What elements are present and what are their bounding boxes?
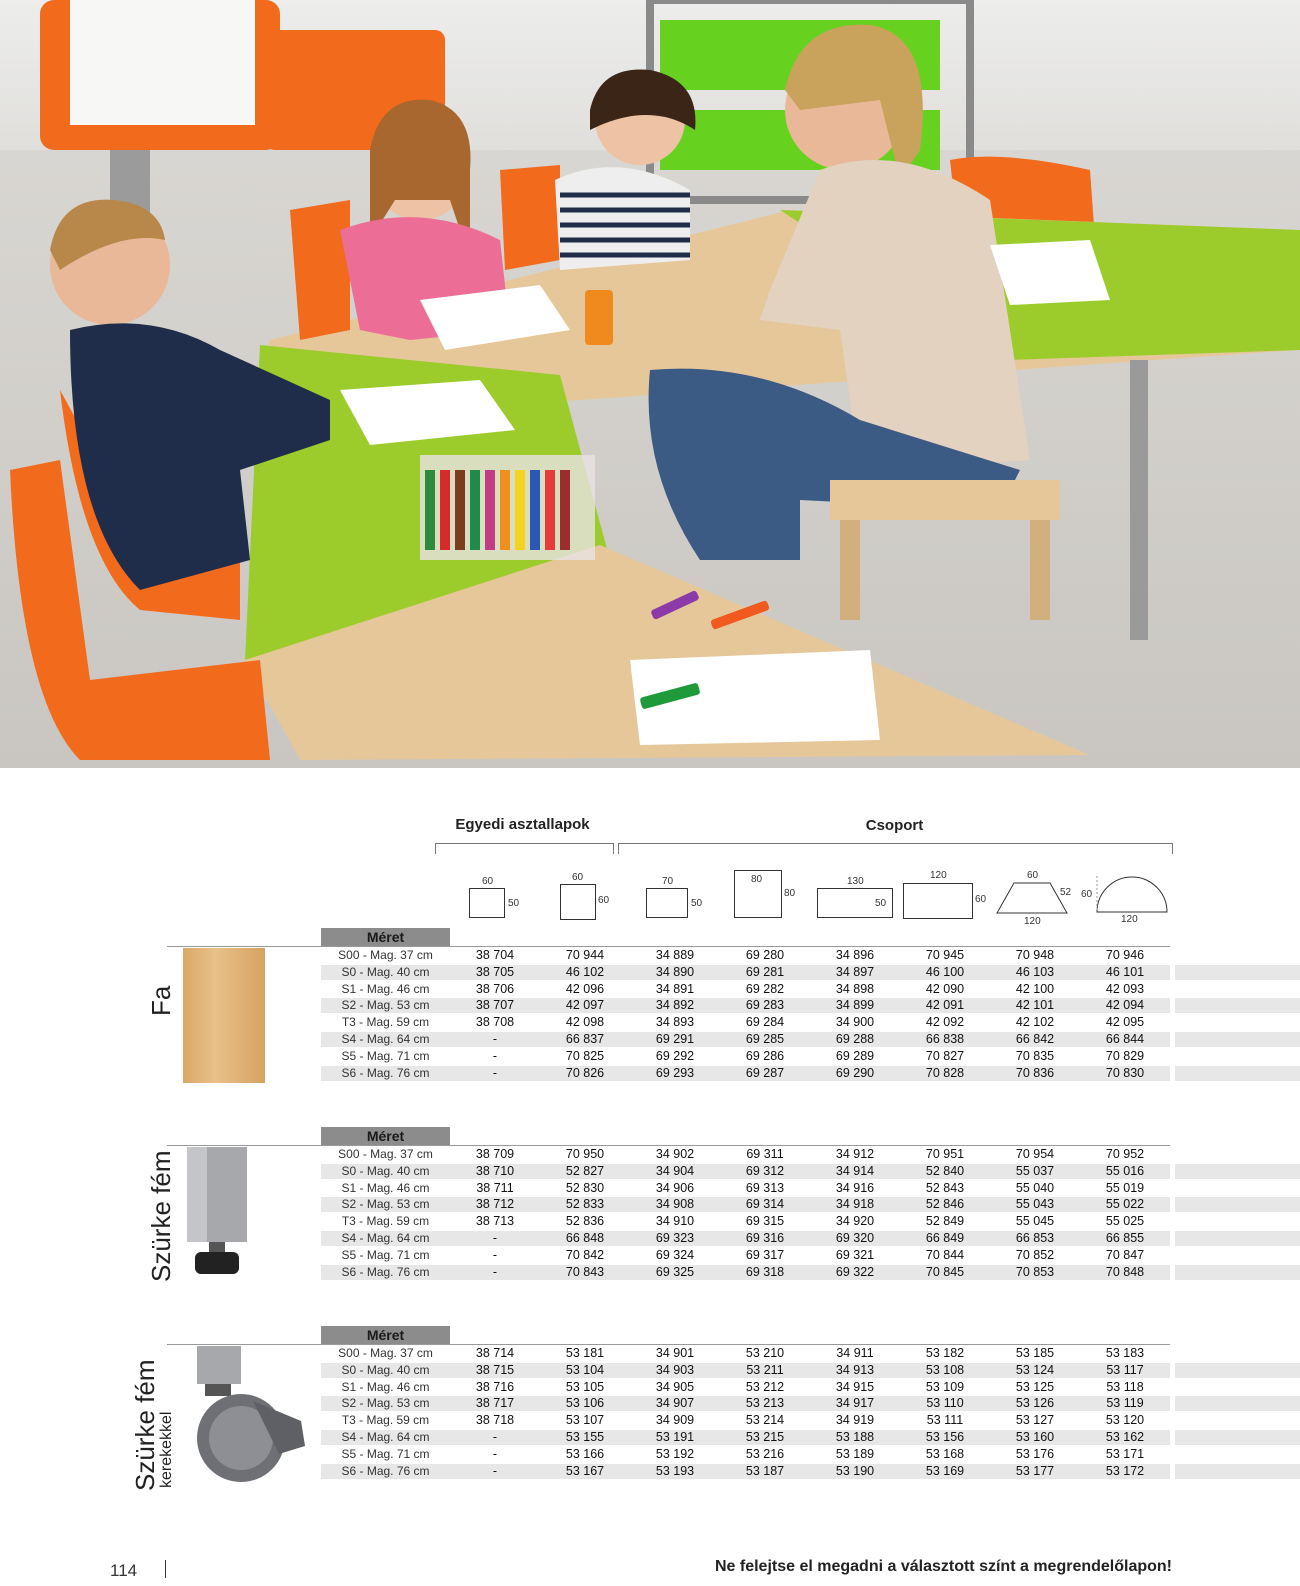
product-code: 69 313 [745, 1180, 785, 1195]
size-label: S00 - Mag. 37 cm [338, 1346, 433, 1360]
product-code: 66 842 [1015, 1032, 1055, 1046]
shape-dim: 50 [875, 898, 887, 909]
product-code: 42 092 [925, 1015, 965, 1030]
product-code: - [492, 1032, 498, 1046]
product-code: 69 282 [745, 981, 785, 996]
product-code: 70 844 [925, 1247, 965, 1262]
product-code: 46 101 [1105, 964, 1145, 979]
product-code: 34 913 [835, 1362, 875, 1377]
product-code: 70 945 [925, 948, 965, 962]
product-code: 34 896 [835, 948, 875, 962]
row-shade-extension [1175, 1066, 1300, 1081]
product-code: 70 825 [565, 1048, 605, 1063]
section-title: Szürke fém [130, 1359, 160, 1491]
table-row [321, 1213, 1170, 1229]
row-shade-extension [1175, 1396, 1300, 1411]
product-code: 69 285 [745, 1032, 785, 1046]
table-row [321, 1379, 1170, 1395]
product-code: 34 904 [655, 1163, 695, 1178]
shape-dim: 60 [1027, 870, 1039, 881]
size-label: S5 - Mag. 71 cm [341, 1446, 430, 1461]
product-code: - [492, 1463, 498, 1478]
table-row [321, 1395, 1170, 1411]
table-row [321, 1180, 1170, 1196]
product-code: 70 951 [925, 1147, 965, 1161]
product-code: 53 213 [745, 1396, 785, 1411]
shape-dim: 70 [662, 876, 674, 887]
product-code: 69 287 [745, 1065, 785, 1080]
product-code: 38 713 [475, 1214, 515, 1229]
product-code: 53 104 [565, 1362, 605, 1377]
product-code: 34 898 [835, 981, 875, 996]
product-code: 42 101 [1015, 998, 1055, 1013]
product-code: - [492, 1231, 498, 1245]
product-code: 53 155 [565, 1430, 605, 1444]
table-row [321, 1146, 1170, 1162]
shape-dim: 60 [482, 876, 494, 887]
product-code: 69 284 [745, 1015, 785, 1030]
product-code: 69 280 [745, 948, 785, 962]
row-shade-extension [1175, 1197, 1300, 1212]
product-code: 34 912 [835, 1147, 875, 1161]
product-code: 53 172 [1105, 1463, 1145, 1478]
size-label: T3 - Mag. 59 cm [341, 1214, 430, 1229]
product-code: 55 016 [1105, 1163, 1145, 1178]
product-code: 38 704 [475, 948, 515, 962]
product-code: 66 838 [925, 1032, 965, 1046]
product-code: 42 093 [1105, 981, 1145, 996]
product-code: 55 043 [1015, 1197, 1055, 1212]
product-code: 52 849 [925, 1214, 965, 1229]
size-label: S5 - Mag. 71 cm [341, 1247, 430, 1262]
product-code: 34 905 [655, 1379, 695, 1394]
row-shade-extension [1175, 965, 1300, 980]
product-code: 42 098 [565, 1015, 605, 1030]
product-code: 69 324 [655, 1247, 695, 1262]
product-code: 42 095 [1105, 1015, 1145, 1030]
size-label: S6 - Mag. 76 cm [341, 1264, 430, 1279]
product-code: 53 105 [565, 1379, 605, 1394]
size-label: S00 - Mag. 37 cm [338, 948, 433, 962]
product-code: 38 714 [475, 1346, 515, 1360]
product-code: 70 946 [1105, 948, 1145, 962]
product-code: 53 192 [655, 1446, 695, 1461]
product-code: 38 717 [475, 1396, 515, 1411]
square-icon [560, 884, 596, 920]
product-code: 53 190 [835, 1463, 875, 1478]
product-code: 53 125 [1015, 1379, 1055, 1394]
shape-dim: 60 [598, 895, 610, 906]
table-row [321, 981, 1170, 997]
product-code: 69 318 [745, 1264, 785, 1279]
product-code: 53 124 [1015, 1362, 1055, 1377]
product-code: 34 891 [655, 981, 695, 996]
size-label: S2 - Mag. 53 cm [341, 1396, 430, 1411]
size-label: S2 - Mag. 53 cm [341, 998, 430, 1013]
product-code: - [492, 1430, 498, 1444]
product-code: 34 909 [655, 1413, 695, 1428]
shape-dim: 120 [1024, 916, 1041, 927]
table-row [321, 1163, 1170, 1179]
product-code: 52 830 [565, 1180, 605, 1195]
size-label: S5 - Mag. 71 cm [341, 1048, 430, 1063]
product-code: 70 853 [1015, 1264, 1055, 1279]
product-code: 69 290 [835, 1065, 875, 1080]
size-label: S1 - Mag. 46 cm [341, 1180, 430, 1195]
section-title: Fa [146, 985, 176, 1016]
row-shade-extension [1175, 998, 1300, 1013]
single-tops-bracket [435, 843, 614, 854]
group-bracket [618, 843, 1173, 854]
product-code: - [492, 1446, 498, 1461]
product-code: 38 708 [475, 1015, 515, 1030]
product-code: 70 836 [1015, 1065, 1055, 1080]
group-title: Csoport [865, 817, 924, 834]
product-code: 70 829 [1105, 1048, 1145, 1063]
product-code: 53 162 [1105, 1430, 1145, 1444]
trapezoid-icon [996, 882, 1068, 914]
classroom-photo [0, 0, 1300, 768]
size-label: S6 - Mag. 76 cm [341, 1065, 430, 1080]
size-label: S4 - Mag. 64 cm [341, 1430, 430, 1444]
product-code: 53 156 [925, 1430, 965, 1444]
product-code: 34 892 [655, 998, 695, 1013]
shape-dim: 52 [1060, 887, 1072, 898]
product-code: 34 901 [655, 1346, 695, 1360]
product-code: 69 320 [835, 1231, 875, 1245]
product-code: 53 215 [745, 1430, 785, 1444]
product-code: 69 317 [745, 1247, 785, 1262]
product-code: 38 705 [475, 964, 515, 979]
product-code: 42 090 [925, 981, 965, 996]
product-code: 70 954 [1015, 1147, 1055, 1161]
page-number: 114 [110, 1561, 138, 1580]
product-code: 69 281 [745, 964, 785, 979]
product-code: 53 108 [925, 1362, 965, 1377]
shape-dim: 120 [1121, 914, 1138, 925]
product-code: 70 828 [925, 1065, 965, 1080]
size-label: S6 - Mag. 76 cm [341, 1463, 430, 1478]
product-code: 53 110 [926, 1396, 964, 1411]
product-code: 53 169 [925, 1463, 965, 1478]
product-code: 52 833 [565, 1197, 605, 1212]
product-code: 70 950 [565, 1147, 605, 1161]
row-shade-extension [1175, 1265, 1300, 1280]
product-code: 69 315 [745, 1214, 785, 1229]
product-code: 38 709 [475, 1147, 515, 1161]
rectangle-icon [903, 883, 973, 919]
product-code: 53 166 [565, 1446, 605, 1461]
product-code: 69 311 [746, 1147, 784, 1161]
table-row [321, 1031, 1170, 1047]
product-code: 42 097 [565, 998, 605, 1013]
table-row [321, 997, 1170, 1013]
product-code: 38 707 [475, 998, 515, 1013]
product-code: 66 849 [925, 1231, 965, 1245]
shape-dim: 60 [975, 894, 987, 905]
product-code: 69 312 [745, 1163, 785, 1178]
product-code: 34 920 [835, 1214, 875, 1229]
shape-dim: 80 [751, 874, 763, 885]
product-code: 69 321 [835, 1247, 875, 1262]
product-code: 53 210 [745, 1346, 785, 1360]
product-code: 53 111 [926, 1413, 964, 1428]
product-code: 70 948 [1015, 948, 1055, 962]
product-code: 42 091 [925, 998, 965, 1013]
shape-dim: 80 [784, 888, 796, 899]
product-code: 34 899 [835, 998, 875, 1013]
product-code: 53 214 [745, 1413, 785, 1428]
product-code: 34 910 [655, 1214, 695, 1229]
product-code: 69 289 [835, 1048, 875, 1063]
product-code: 70 827 [925, 1048, 965, 1063]
shape-dim: 60 [1081, 889, 1093, 900]
table-row [321, 947, 1170, 963]
table-row [321, 1247, 1170, 1263]
product-code: 34 890 [655, 964, 695, 979]
product-code: 53 188 [835, 1430, 875, 1444]
product-code: 69 293 [655, 1065, 695, 1080]
product-code: 34 908 [655, 1197, 695, 1212]
product-code: 66 855 [1105, 1231, 1145, 1245]
product-code: 66 853 [1015, 1231, 1055, 1245]
shape-dim: 50 [691, 898, 703, 909]
product-code: 53 185 [1015, 1346, 1055, 1360]
rectangle-icon [646, 888, 688, 918]
size-label: S00 - Mag. 37 cm [338, 1147, 433, 1161]
product-code: 34 919 [835, 1413, 875, 1428]
product-code: 34 889 [655, 948, 695, 962]
product-code: 53 193 [655, 1463, 695, 1478]
table-row [321, 1463, 1170, 1479]
product-code: 34 900 [835, 1015, 875, 1030]
product-code: 34 914 [835, 1163, 875, 1178]
product-code: 53 177 [1015, 1463, 1055, 1478]
product-code: 69 323 [655, 1231, 695, 1245]
product-code: 53 212 [745, 1379, 785, 1394]
size-label: T3 - Mag. 59 cm [341, 1015, 430, 1030]
table-row [321, 1345, 1170, 1361]
product-code: 34 915 [835, 1379, 875, 1394]
product-code: 53 182 [925, 1346, 965, 1360]
product-code: 53 191 [655, 1430, 695, 1444]
product-code: 53 171 [1105, 1446, 1145, 1461]
meret-header: Méret [321, 1127, 450, 1145]
product-code: 66 848 [565, 1231, 605, 1245]
table-row [321, 964, 1170, 980]
product-code: 34 897 [835, 964, 875, 979]
product-code: 52 846 [925, 1197, 965, 1212]
product-code: 53 106 [565, 1396, 605, 1411]
product-code: 70 835 [1015, 1048, 1055, 1063]
size-label: T3 - Mag. 59 cm [341, 1413, 430, 1428]
table-row [321, 1196, 1170, 1212]
product-code: 69 292 [655, 1048, 695, 1063]
product-code: 55 037 [1015, 1163, 1055, 1178]
shape-dim: 60 [572, 872, 584, 883]
size-label: S4 - Mag. 64 cm [341, 1032, 430, 1046]
product-code: 70 847 [1105, 1247, 1145, 1262]
product-code: 69 291 [655, 1032, 695, 1046]
product-code: 53 181 [565, 1346, 605, 1360]
product-code: 34 918 [835, 1197, 875, 1212]
product-code: - [492, 1264, 498, 1279]
product-code: 70 842 [565, 1247, 605, 1262]
size-label: S0 - Mag. 40 cm [341, 964, 430, 979]
product-code: - [492, 1247, 498, 1262]
product-code: 42 102 [1015, 1015, 1055, 1030]
product-code: 69 314 [745, 1197, 785, 1212]
product-code: 34 902 [655, 1147, 695, 1161]
product-code: 53 187 [745, 1463, 785, 1478]
table-row [321, 1230, 1170, 1246]
product-code: 53 127 [1015, 1413, 1055, 1428]
product-code: 53 126 [1015, 1396, 1055, 1411]
product-code: 69 288 [835, 1032, 875, 1046]
product-code: 53 109 [925, 1379, 965, 1394]
product-code: - [492, 1065, 498, 1080]
product-code: 70 843 [565, 1264, 605, 1279]
product-code: 38 711 [476, 1180, 514, 1195]
table-row [321, 1362, 1170, 1378]
product-code: 38 715 [475, 1362, 515, 1377]
table-row [321, 1429, 1170, 1445]
shape-dim: 130 [847, 876, 864, 887]
product-code: 42 096 [565, 981, 605, 996]
product-code: 46 103 [1015, 964, 1055, 979]
product-code: 70 826 [565, 1065, 605, 1080]
product-code: 53 107 [565, 1413, 605, 1428]
product-code: 53 168 [925, 1446, 965, 1461]
product-code: 55 045 [1015, 1214, 1055, 1229]
product-code: 70 944 [565, 948, 605, 962]
product-code: 53 176 [1015, 1446, 1055, 1461]
product-code: 66 837 [565, 1032, 605, 1046]
product-code: 34 917 [835, 1396, 875, 1411]
product-code: - [492, 1048, 498, 1063]
product-code: 53 117 [1106, 1362, 1144, 1377]
product-code: 34 906 [655, 1180, 695, 1195]
table-row [321, 1014, 1170, 1030]
size-label: S0 - Mag. 40 cm [341, 1362, 430, 1377]
product-code: 53 211 [746, 1362, 784, 1377]
row-shade-extension [1175, 1231, 1300, 1246]
section-subtitle: kerekekkel [158, 1411, 175, 1488]
product-code: 53 167 [565, 1463, 605, 1478]
product-code: 55 025 [1105, 1214, 1145, 1229]
product-code: 70 845 [925, 1264, 965, 1279]
product-code: 70 952 [1105, 1147, 1145, 1161]
row-shade-extension [1175, 1032, 1300, 1047]
product-code: 38 718 [475, 1413, 515, 1428]
section-title: Szürke fém [146, 1150, 176, 1282]
row-shade-extension [1175, 1164, 1300, 1179]
product-code: 38 716 [475, 1379, 515, 1394]
product-code: 38 712 [475, 1197, 515, 1212]
product-code: 53 160 [1015, 1430, 1055, 1444]
product-code: 42 094 [1105, 998, 1145, 1013]
product-code: 34 907 [655, 1396, 695, 1411]
table-row [321, 1412, 1170, 1428]
wooden-leg-icon [183, 948, 265, 1083]
product-code: 42 100 [1015, 981, 1055, 996]
product-code: 69 322 [835, 1264, 875, 1279]
product-code: 53 189 [835, 1446, 875, 1461]
product-code: 55 019 [1105, 1180, 1145, 1195]
product-code: 70 830 [1105, 1065, 1145, 1080]
table-row [321, 1048, 1170, 1064]
shape-dim: 50 [508, 898, 520, 909]
product-code: 52 840 [925, 1163, 965, 1178]
meret-header: Méret [321, 1326, 450, 1344]
table-row [321, 1264, 1170, 1280]
half-circle-icon [1096, 875, 1168, 913]
size-label: S4 - Mag. 64 cm [341, 1231, 430, 1245]
size-label: S1 - Mag. 46 cm [341, 1379, 430, 1394]
product-code: 46 102 [565, 964, 605, 979]
product-code: 38 706 [475, 981, 515, 996]
product-code: 69 325 [655, 1264, 695, 1279]
product-code: 34 903 [655, 1362, 695, 1377]
product-code: 52 836 [565, 1214, 605, 1229]
grey-metal-leg-icon [183, 1147, 251, 1267]
size-label: S1 - Mag. 46 cm [341, 981, 430, 996]
product-code: 69 316 [745, 1231, 785, 1245]
size-label: S0 - Mag. 40 cm [341, 1163, 430, 1178]
product-code: 34 893 [655, 1015, 695, 1030]
product-code: 55 040 [1015, 1180, 1055, 1195]
table-row [321, 1065, 1170, 1081]
product-code: 53 120 [1105, 1413, 1145, 1428]
size-label: S2 - Mag. 53 cm [341, 1197, 430, 1212]
row-shade-extension [1175, 1464, 1300, 1479]
page-separator [165, 1560, 166, 1578]
product-code: 38 710 [475, 1163, 515, 1178]
product-code: 70 852 [1015, 1247, 1055, 1262]
product-code: 52 843 [925, 1180, 965, 1195]
meret-header: Méret [321, 928, 450, 946]
product-code: 55 022 [1105, 1197, 1145, 1212]
row-shade-extension [1175, 1430, 1300, 1445]
row-shade-extension [1175, 1363, 1300, 1378]
product-code: 34 916 [835, 1180, 875, 1195]
product-code: 46 100 [925, 964, 965, 979]
product-code: 66 844 [1105, 1032, 1145, 1046]
product-code: 69 283 [745, 998, 785, 1013]
table-row [321, 1446, 1170, 1462]
rectangle-icon [469, 888, 505, 918]
product-code: 69 286 [745, 1048, 785, 1063]
shape-dim: 120 [930, 870, 947, 881]
product-code: 53 118 [1106, 1379, 1144, 1394]
product-code: 70 848 [1105, 1264, 1145, 1279]
single-tops-title: Egyedi asztallapok [455, 816, 590, 833]
product-code: 53 183 [1105, 1346, 1145, 1360]
product-code: 52 827 [565, 1163, 605, 1178]
caster-wheel-leg-icon [183, 1346, 313, 1496]
product-code: 53 216 [745, 1446, 785, 1461]
product-code: 34 911 [836, 1346, 874, 1360]
footer-note: Ne felejtse el megadni a választott színt a megrendelőlapon! [714, 1558, 1172, 1575]
product-code: 53 119 [1106, 1396, 1144, 1411]
